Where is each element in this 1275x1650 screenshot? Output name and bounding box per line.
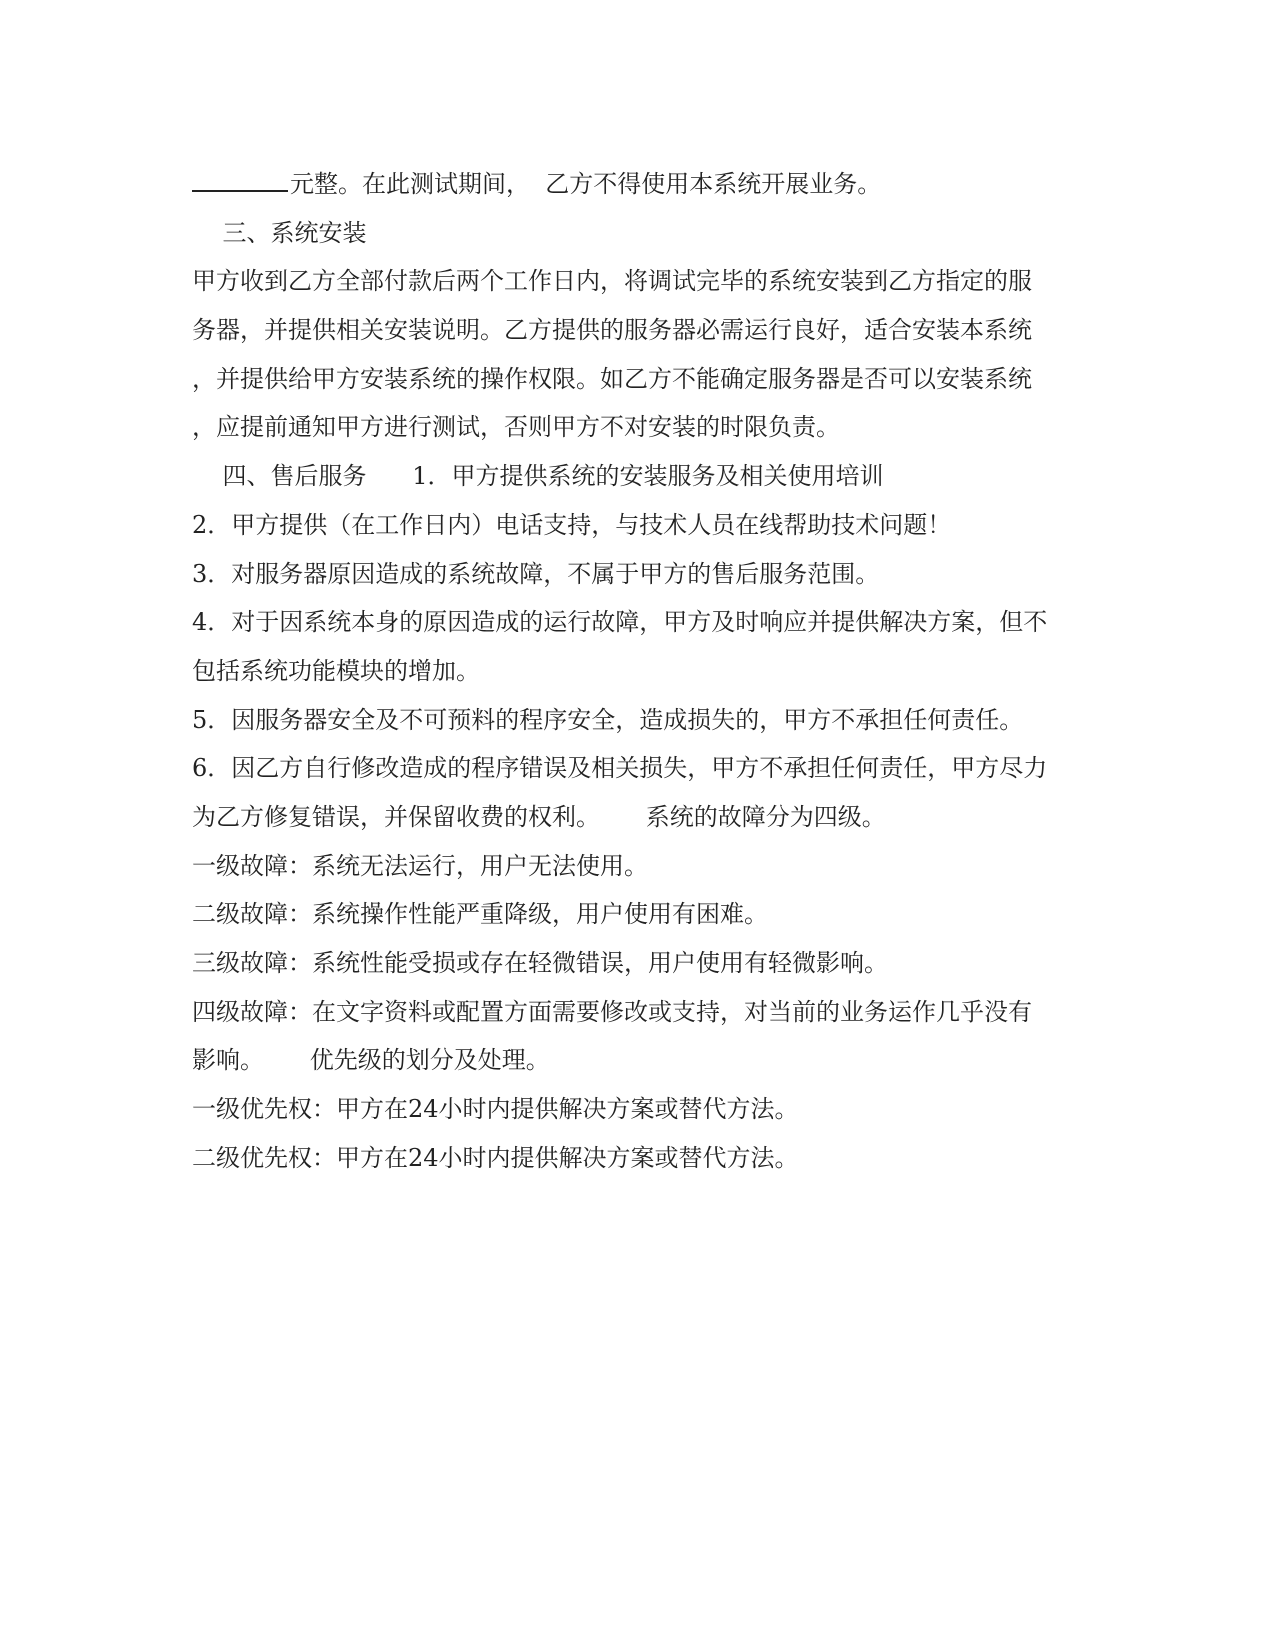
fill-in-blank — [192, 170, 288, 192]
line-text: 元整。在此测试期间， 乙方不得使用本系统开展业务。 — [290, 170, 882, 198]
text-line-5: ，并提供给甲方安装系统的操作权限。如乙方不能确定服务器是否可以安装系统 — [192, 364, 1032, 393]
text-line-4: 务器，并提供相关安装说明。乙方提供的服务器必需运行良好，适合安装本系统 — [192, 316, 1032, 345]
text-line-11: 包括系统功能模块的增加。 — [192, 656, 480, 685]
fault-level-2: 二级故障：系统操作性能严重降级，用户使用有困难。 — [192, 900, 768, 929]
text-line-1 — [192, 160, 1082, 209]
text-line-10: 4．对于因系统本身的原因造成的运行故障，甲方及时响应并提供解决方案，但不 — [192, 608, 1048, 637]
text-line-19: 影响。 优先级的划分及处理。 — [192, 1046, 550, 1075]
fault-level-3: 三级故障：系统性能受损或存在轻微错误，用户使用有轻微影响。 — [192, 949, 888, 977]
text-line-8: 2．甲方提供（在工作日内）电话支持，与技术人员在线帮助技术问题！ — [192, 510, 952, 539]
fault-level-4: 四级故障：在文字资料或配置方面需要修改或支持，对当前的业务运作几乎没有 — [192, 997, 1032, 1026]
document-body — [192, 160, 1082, 1182]
fault-level-1: 一级故障：系统无法运行，用户无法使用。 — [192, 851, 648, 880]
text-line-3: 甲方收到乙方全部付款后两个工作日内，将调试完毕的系统安装到乙方指定的服 — [192, 267, 1032, 296]
section-heading-after-sales: 四、售后服务 1．甲方提供系统的安装服务及相关使用培训 — [192, 462, 884, 491]
text-line-14: 为乙方修复错误，并保留收费的权利。 系统的故障分为四级。 — [192, 802, 886, 831]
text-line-12: 5．因服务器安全及不可预料的程序安全，造成损失的，甲方不承担任何责任。 — [192, 705, 1024, 734]
section-heading-installation: 三、系统安装 — [192, 218, 367, 247]
priority-level-2: 二级优先权：甲方在24小时内提供解决方案或替代方法。 — [192, 1143, 799, 1172]
text-line-6: ，应提前通知甲方进行测试，否则甲方不对安装的时限负责。 — [192, 413, 840, 442]
text-line-9: 3．对服务器原因造成的系统故障，不属于甲方的售后服务范围。 — [192, 559, 880, 588]
text-line-13: 6．因乙方自行修改造成的程序错误及相关损失，甲方不承担任何责任，甲方尽力 — [192, 754, 1048, 783]
priority-level-1: 一级优先权：甲方在24小时内提供解决方案或替代方法。 — [192, 1095, 799, 1124]
